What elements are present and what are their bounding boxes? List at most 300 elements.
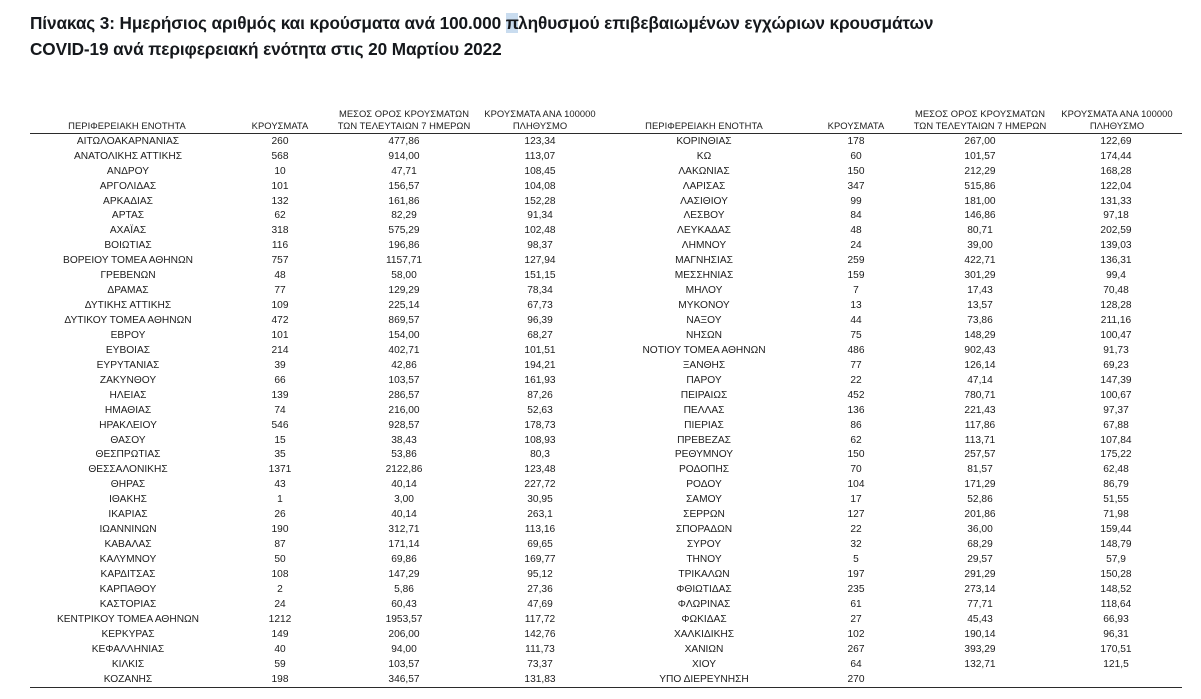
table-row: [30, 672, 606, 687]
table-row: [606, 597, 1182, 612]
cell-cases: 77: [850, 359, 862, 371]
cell-per-100000: 170,51: [1100, 643, 1132, 655]
cell-average-7days: 171,14: [388, 539, 420, 551]
table-row: [606, 463, 1182, 478]
table-row: [30, 209, 606, 224]
cell-per-100000: 117,72: [524, 613, 556, 625]
cell-average-7days: 422,71: [964, 255, 996, 267]
cell-average-7days: 68,29: [967, 539, 993, 551]
col-header-per100000: [1050, 108, 1182, 134]
cell-cases: 102: [847, 628, 865, 640]
cell-cases: 150: [847, 165, 865, 177]
cell-region-name: ΗΡΑΚΛΕΙΟΥ: [99, 419, 157, 431]
cell-cases: 48: [850, 225, 862, 237]
cell-cases: 1212: [268, 613, 292, 625]
cell-per-100000: 57,9: [1106, 554, 1126, 566]
table-row: [30, 537, 606, 552]
cell-average-7days: 80,71: [967, 225, 993, 237]
cell-per-100000: 174,44: [1100, 150, 1132, 162]
table-row: [30, 448, 606, 463]
cell-average-7days: 780,71: [964, 389, 996, 401]
cell-per-100000: 86,79: [1103, 479, 1129, 491]
cell-average-7days: 38,43: [391, 434, 417, 446]
col-header-average7: [334, 108, 474, 134]
table-row: [30, 433, 606, 448]
cell-per-100000: 78,34: [527, 285, 553, 297]
table-row: [30, 283, 606, 298]
cell-cases: 22: [850, 524, 862, 536]
cell-cases: 318: [271, 225, 289, 237]
cell-per-100000: 159,44: [1100, 524, 1132, 536]
cell-per-100000: 123,48: [524, 464, 556, 476]
cell-cases: 59: [274, 658, 286, 670]
cell-average-7days: 171,29: [964, 479, 996, 491]
cell-region-name: ΑΝΔΡΟΥ: [106, 165, 150, 177]
cell-cases: 546: [271, 419, 289, 431]
cell-per-100000: 104,08: [524, 180, 556, 192]
table-row: [606, 582, 1182, 597]
cell-per-100000: 70,48: [1103, 285, 1129, 297]
cell-per-100000: 150,28: [1100, 568, 1132, 580]
cell-per-100000: 99,4: [1106, 270, 1126, 282]
cell-per-100000: 69,65: [527, 539, 553, 551]
table-row: [30, 343, 606, 358]
cell-average-7days: 2122,86: [385, 464, 423, 476]
table-row: [30, 328, 606, 343]
cell-region-name: ΚΑΣΤΟΡΙΑΣ: [99, 598, 157, 610]
cell-cases: 139: [271, 389, 289, 401]
cell-per-100000: 96,31: [1103, 628, 1129, 640]
cell-cases: 32: [850, 539, 862, 551]
cell-region-name: ΜΕΣΣΗΝΙΑΣ: [674, 270, 734, 282]
cell-average-7days: 47,14: [967, 374, 993, 386]
col-header-region-l2: ΠΕΡΙΦΕΡΕΙΑΚΗ ΕΝΟΤΗΤΑ: [68, 119, 186, 131]
table-row: [30, 507, 606, 522]
cell-region-name: ΓΡΕΒΕΝΩΝ: [100, 270, 156, 282]
cell-region-name: ΠΑΡΟΥ: [686, 374, 722, 386]
cell-cases: 159: [847, 270, 865, 282]
cell-cases: 75: [850, 329, 862, 341]
cell-per-100000: 107,84: [1100, 434, 1132, 446]
table-row: [606, 418, 1182, 433]
table-row: [30, 254, 606, 269]
cell-average-7days: 575,29: [388, 225, 420, 237]
cell-cases: 150: [847, 449, 865, 461]
cell-region-name: ΚΑΒΑΛΑΣ: [104, 539, 152, 551]
cell-average-7days: 42,86: [391, 359, 417, 371]
col-header-average7-l1: ΜΕΣΟΣ ΟΡΟΣ ΚΡΟΥΣΜΑΤΩΝ: [914, 108, 1046, 119]
cell-region-name: ΔΥΤΙΚΟΥ ΤΟΜΕΑ ΑΘΗΝΩΝ: [64, 315, 192, 327]
cell-average-7days: 45,43: [967, 613, 993, 625]
col-header-average7: [910, 108, 1050, 134]
cell-region-name: ΣΥΡΟΥ: [686, 539, 722, 551]
table-row: [30, 627, 606, 642]
col-header-per100000-l1: ΚΡΟΥΣΜΑΤΑ ΑΝΑ 100000: [1061, 108, 1173, 119]
cell-cases: 1: [277, 494, 283, 506]
cell-region-name: ΦΛΩΡΙΝΑΣ: [677, 598, 731, 610]
cell-average-7days: 5,86: [394, 583, 414, 595]
cell-average-7days: 77,71: [967, 598, 993, 610]
cell-region-name: ΗΜΑΘΙΑΣ: [104, 404, 152, 416]
cell-region-name: ΚΑΡΔΙΤΣΑΣ: [100, 568, 156, 580]
cell-per-100000: [1050, 672, 1182, 687]
table-row: [30, 268, 606, 283]
cell-cases: 101: [271, 180, 289, 192]
cell-region-name: ΑΙΤΩΛΟΑΚΑΡΝΑΝΙΑΣ: [76, 135, 180, 147]
cell-cases: 347: [847, 180, 865, 192]
cell-region-name: ΛΑΚΩΝΙΑΣ: [678, 165, 730, 177]
table-row: [30, 612, 606, 627]
cell-region-name: ΚΕΝΤΡΙΚΟΥ ΤΟΜΕΑ ΑΘΗΝΩΝ: [56, 613, 200, 625]
table-row: [30, 149, 606, 164]
cell-cases: 270: [802, 672, 910, 687]
cell-average-7days: 117,86: [964, 419, 996, 431]
cell-cases: 101: [271, 329, 289, 341]
cell-per-100000: 47,69: [527, 598, 553, 610]
cell-per-100000: 113,16: [524, 524, 556, 536]
table-row: [606, 343, 1182, 358]
table-row: [30, 358, 606, 373]
cell-per-100000: 142,76: [524, 628, 556, 640]
table-row: [30, 164, 606, 179]
cell-region-name: ΑΡΤΑΣ: [111, 210, 145, 222]
cell-region-name: ΛΑΣΙΘΙΟΥ: [680, 195, 728, 207]
cell-average-7days: 196,86: [388, 240, 420, 252]
cell-average-7days: 477,86: [388, 135, 420, 147]
cell-per-100000: 62,48: [1103, 464, 1129, 476]
cell-average-7days: 13,57: [967, 300, 993, 312]
cell-per-100000: 102,48: [524, 225, 556, 237]
cell-cases: 62: [850, 434, 862, 446]
cell-cases: 5: [853, 554, 859, 566]
cell-per-100000: 175,22: [1100, 449, 1132, 461]
table-row: [606, 478, 1182, 493]
cell-per-100000: 211,16: [1100, 315, 1132, 327]
cell-cases: 198: [226, 672, 334, 687]
cell-average-7days: 17,43: [967, 285, 993, 297]
cell-region-name: ΧΙΟΥ: [691, 658, 717, 670]
cell-cases: 24: [274, 598, 286, 610]
cell-region-name: ΒΟΡΕΙΟΥ ΤΟΜΕΑ ΑΘΗΝΩΝ: [63, 255, 193, 267]
cell-per-100000: 27,36: [527, 583, 553, 595]
cell-region-name: ΙΚΑΡΙΑΣ: [108, 509, 148, 521]
cell-cases: 214: [271, 344, 289, 356]
title-highlighted-char: π: [505, 13, 519, 33]
cell-region-name: ΗΛΕΙΑΣ: [109, 389, 147, 401]
cell-region-name: ΚΕΦΑΛΛΗΝΙΑΣ: [91, 643, 165, 655]
cell-region-name: ΑΧΑΪΑΣ: [109, 225, 147, 237]
cell-per-100000: 131,33: [1100, 195, 1132, 207]
cell-average-7days: 40,14: [391, 479, 417, 491]
cell-cases: 74: [274, 404, 286, 416]
col-header-cases: [802, 108, 910, 134]
cell-average-7days: 94,00: [391, 643, 417, 655]
cell-region-name: ΝΗΣΩΝ: [686, 329, 722, 341]
table-row: [606, 224, 1182, 239]
cell-per-100000: 148,52: [1100, 583, 1132, 595]
table-row: [606, 642, 1182, 657]
cell-region-name: ΛΗΜΝΟΥ: [681, 240, 727, 252]
cell-region-name: ΒΟΙΩΤΙΑΣ: [104, 240, 152, 252]
cell-cases: 116: [271, 240, 289, 252]
cell-average-7days: 267,00: [964, 135, 996, 147]
cell-per-100000: 111,73: [525, 643, 555, 655]
cell-average-7days: 301,29: [964, 270, 996, 282]
cell-cases: 40: [274, 643, 286, 655]
cases-table-left: [30, 108, 606, 688]
cell-region-name: ΔΥΤΙΚΗΣ ΑΤΤΙΚΗΣ: [84, 300, 172, 312]
cell-region-name: ΞΑΝΘΗΣ: [682, 359, 726, 371]
cell-region-name: ΚΟΖΑΝΗΣ: [30, 672, 226, 687]
cell-average-7days: 129,29: [388, 285, 420, 297]
cell-region-name: ΙΘΑΚΗΣ: [109, 494, 147, 506]
cell-per-100000: 194,21: [524, 359, 556, 371]
cell-average-7days: 206,00: [388, 628, 420, 640]
cell-cases: 60: [850, 150, 862, 162]
cell-per-100000: 147,39: [1100, 374, 1132, 386]
cell-average-7days: 156,57: [388, 180, 420, 192]
cell-cases: 66: [274, 374, 286, 386]
table-head-right: [606, 108, 1182, 134]
table-row: [30, 478, 606, 493]
cell-average-7days: 286,57: [388, 389, 420, 401]
col-header-average7-l1: ΜΕΣΟΣ ΟΡΟΣ ΚΡΟΥΣΜΑΤΩΝ: [338, 108, 470, 119]
cell-per-100000: 100,47: [1100, 329, 1132, 341]
table-row: [30, 373, 606, 388]
right-table-half: [606, 108, 1182, 688]
cell-region-name: ΧΑΝΙΩΝ: [684, 643, 724, 655]
cell-per-100000: 131,83: [474, 672, 606, 687]
header-row: [30, 108, 606, 134]
cell-region-name: ΜΑΓΝΗΣΙΑΣ: [675, 255, 733, 267]
cell-per-100000: 98,37: [527, 240, 553, 252]
cell-average-7days: 113,71: [964, 434, 996, 446]
cell-per-100000: 95,12: [527, 568, 553, 580]
cell-region-name: ΝΑΞΟΥ: [686, 315, 722, 327]
table-row: [30, 657, 606, 672]
cell-per-100000: 121,5: [1103, 658, 1129, 670]
cell-region-name: ΑΡΚΑΔΙΑΣ: [103, 195, 153, 207]
table-row: [606, 254, 1182, 269]
table-body-left: [30, 134, 606, 688]
cell-average-7days: 132,71: [964, 658, 996, 670]
cell-per-100000: 202,59: [1100, 225, 1132, 237]
cell-per-100000: 51,55: [1103, 494, 1129, 506]
cell-average-7days: 914,00: [388, 150, 420, 162]
cell-average-7days: 902,43: [964, 344, 996, 356]
table-row: [30, 388, 606, 403]
col-header-region-l2: ΠΕΡΙΦΕΡΕΙΑΚΗ ΕΝΟΤΗΤΑ: [645, 119, 763, 131]
cell-average-7days: 148,29: [964, 329, 996, 341]
cell-region-name: ΘΕΣΠΡΩΤΙΑΣ: [95, 449, 161, 461]
table-row: [30, 463, 606, 478]
cell-cases: 13: [850, 300, 862, 312]
cell-cases: 22: [850, 374, 862, 386]
cell-average-7days: 73,86: [967, 315, 993, 327]
cell-region-name: ΣΕΡΡΩΝ: [683, 509, 725, 521]
table-row: [30, 239, 606, 254]
table-row: [30, 179, 606, 194]
cell-cases: 127: [847, 509, 865, 521]
table-row: [606, 672, 1182, 687]
cell-region-name: ΠΕΙΡΑΙΩΣ: [680, 389, 728, 401]
cell-average-7days: 190,14: [964, 628, 996, 640]
table-row: [606, 134, 1182, 149]
cell-average-7days: 225,14: [388, 300, 420, 312]
cell-average-7days: 101,57: [964, 150, 996, 162]
table-row: [606, 164, 1182, 179]
cell-per-100000: 66,93: [1103, 613, 1129, 625]
cell-per-100000: 108,45: [524, 165, 556, 177]
cell-per-100000: 178,73: [524, 419, 556, 431]
table-row: [30, 194, 606, 209]
cell-per-100000: 97,37: [1103, 404, 1129, 416]
col-header-average7-l2: ΤΩΝ ΤΕΛΕΥΤΑΙΩΝ 7 ΗΜΕΡΩΝ: [913, 119, 1047, 131]
cell-cases: 178: [847, 135, 865, 147]
table-row: [606, 567, 1182, 582]
table-row: [30, 403, 606, 418]
col-header-per100000-l2: ΠΛΗΘΥΣΜΟ: [1089, 119, 1145, 131]
cell-region-name: ΣΠΟΡΑΔΩΝ: [675, 524, 733, 536]
cell-cases: 7: [853, 285, 859, 297]
table-row: [30, 418, 606, 433]
cell-region-name: ΤΗΝΟΥ: [686, 554, 722, 566]
cell-region-name: ΘΗΡΑΣ: [110, 479, 146, 491]
cell-region-name: ΘΑΣΟΥ: [110, 434, 146, 446]
cell-region-name: ΡΟΔΟΥ: [686, 479, 722, 491]
col-header-average7-l2: ΤΩΝ ΤΕΛΕΥΤΑΙΩΝ 7 ΗΜΕΡΩΝ: [337, 119, 471, 131]
cell-region-name: ΑΡΓΟΛΙΔΑΣ: [99, 180, 157, 192]
cell-per-100000: 128,28: [1100, 300, 1132, 312]
cell-average-7days: 393,29: [964, 643, 996, 655]
cell-region-name: ΛΕΥΚΑΔΑΣ: [677, 225, 731, 237]
cell-region-name: ΕΥΒΟΙΑΣ: [105, 344, 151, 356]
table-row: [30, 493, 606, 508]
table-row: [606, 209, 1182, 224]
table-row: [606, 373, 1182, 388]
table-row: [606, 522, 1182, 537]
cell-average-7days: 515,86: [964, 180, 996, 192]
cell-average-7days: 273,14: [964, 583, 996, 595]
cell-cases: 43: [274, 479, 286, 491]
cell-cases: 70: [850, 464, 862, 476]
cell-average-7days: 402,71: [388, 344, 420, 356]
cell-per-100000: 91,34: [527, 210, 553, 222]
cell-per-100000: 127,94: [524, 255, 556, 267]
cell-per-100000: 80,3: [530, 449, 550, 461]
cell-cases: 1371: [268, 464, 292, 476]
table-row: [606, 612, 1182, 627]
cell-cases: 149: [271, 628, 289, 640]
cell-per-100000: 97,18: [1103, 210, 1129, 222]
cell-cases: 61: [850, 598, 862, 610]
cell-cases: 39: [274, 359, 286, 371]
col-header-cases-l2: ΚΡΟΥΣΜΑΤΑ: [827, 119, 885, 131]
cell-per-100000: 52,63: [527, 404, 553, 416]
cell-region-name: ΖΑΚΥΝΘΟΥ: [99, 374, 157, 386]
cell-average-7days: 40,14: [391, 509, 417, 521]
title-line2: COVID-19 ανά περιφερειακή ενότητα στις 20 Μαρτίου 2022: [30, 39, 502, 59]
cell-per-100000: 69,23: [1103, 359, 1129, 371]
cell-average-7days: 146,86: [964, 210, 996, 222]
cell-per-100000: 67,73: [527, 300, 553, 312]
cell-average-7days: 346,57: [334, 672, 474, 687]
cell-region-name: ΡΕΘΥΜΝΟΥ: [674, 449, 734, 461]
cell-region-name: ΠΕΛΛΑΣ: [683, 404, 725, 416]
cell-per-100000: 152,28: [524, 195, 556, 207]
cell-average-7days: 1953,57: [385, 613, 423, 625]
title-line1-part-b: ληθυσμού επιβεβαιωμένων εγχώριων κρουσμάτων: [518, 13, 934, 33]
cell-region-name: ΠΙΕΡΙΑΣ: [684, 419, 724, 431]
cell-average-7days: 60,43: [391, 598, 417, 610]
cell-region-name: ΑΝΑΤΟΛΙΚΗΣ ΑΤΤΙΚΗΣ: [73, 150, 183, 162]
cell-per-100000: 113,07: [524, 150, 556, 162]
cell-cases: 77: [274, 285, 286, 297]
cell-region-name: ΜΗΛΟΥ: [685, 285, 723, 297]
cell-region-name: ΜΥΚΟΝΟΥ: [678, 300, 730, 312]
cell-average-7days: 81,57: [967, 464, 993, 476]
col-header-region: [606, 108, 802, 134]
cell-per-100000: 101,51: [524, 344, 556, 356]
title-line1-part-a: Πίνακας 3: Ημερήσιος αριθμός και κρούσματα ανά 100.000: [30, 13, 506, 33]
cell-cases: 50: [274, 554, 286, 566]
cell-per-100000: 87,26: [527, 389, 553, 401]
cell-region-name: ΚΩ: [696, 150, 712, 162]
table-row: [30, 582, 606, 597]
cell-average-7days: 154,00: [388, 329, 420, 341]
cell-cases: 64: [850, 658, 862, 670]
cell-per-100000: 100,67: [1100, 389, 1132, 401]
cell-region-name: ΡΟΔΟΠΗΣ: [678, 464, 730, 476]
cell-cases: 132: [271, 195, 289, 207]
cell-region-name: ΝΟΤΙΟΥ ΤΟΜΕΑ ΑΘΗΝΩΝ: [642, 344, 766, 356]
cell-cases: 472: [271, 315, 289, 327]
cell-cases: 136: [847, 404, 865, 416]
table-row: [606, 388, 1182, 403]
table-body-right: [606, 134, 1182, 688]
table-row: [30, 597, 606, 612]
cell-cases: 86: [850, 419, 862, 431]
table-row: [606, 239, 1182, 254]
cell-average-7days: 257,57: [964, 449, 996, 461]
cell-per-100000: 227,72: [524, 479, 556, 491]
cases-table-right: [606, 108, 1182, 688]
table-head-left: [30, 108, 606, 134]
cell-per-100000: 139,03: [1100, 240, 1132, 252]
cell-region-name: ΦΘΙΩΤΙΔΑΣ: [676, 583, 732, 595]
cell-per-100000: 136,31: [1100, 255, 1132, 267]
cell-per-100000: 161,93: [524, 374, 556, 386]
table-row: [30, 552, 606, 567]
cell-cases: 267: [847, 643, 865, 655]
cell-average-7days: 69,86: [391, 554, 417, 566]
cell-cases: 48: [274, 270, 286, 282]
cell-region-name: ΚΙΛΚΙΣ: [111, 658, 145, 670]
table-row: [30, 134, 606, 149]
cell-region-name: ΣΑΜΟΥ: [686, 494, 722, 506]
table-row: [606, 552, 1182, 567]
cell-cases: 44: [850, 315, 862, 327]
table-row: [606, 179, 1182, 194]
table-row: [30, 522, 606, 537]
cell-average-7days: 928,57: [388, 419, 420, 431]
cell-cases: 27: [850, 613, 862, 625]
cell-region-name: ΤΡΙΚΑΛΩΝ: [678, 568, 730, 580]
table-row: [606, 627, 1182, 642]
table-row: [606, 358, 1182, 373]
cell-cases: 259: [847, 255, 865, 267]
cell-region-name: ΚΟΡΙΝΘΙΑΣ: [676, 135, 732, 147]
